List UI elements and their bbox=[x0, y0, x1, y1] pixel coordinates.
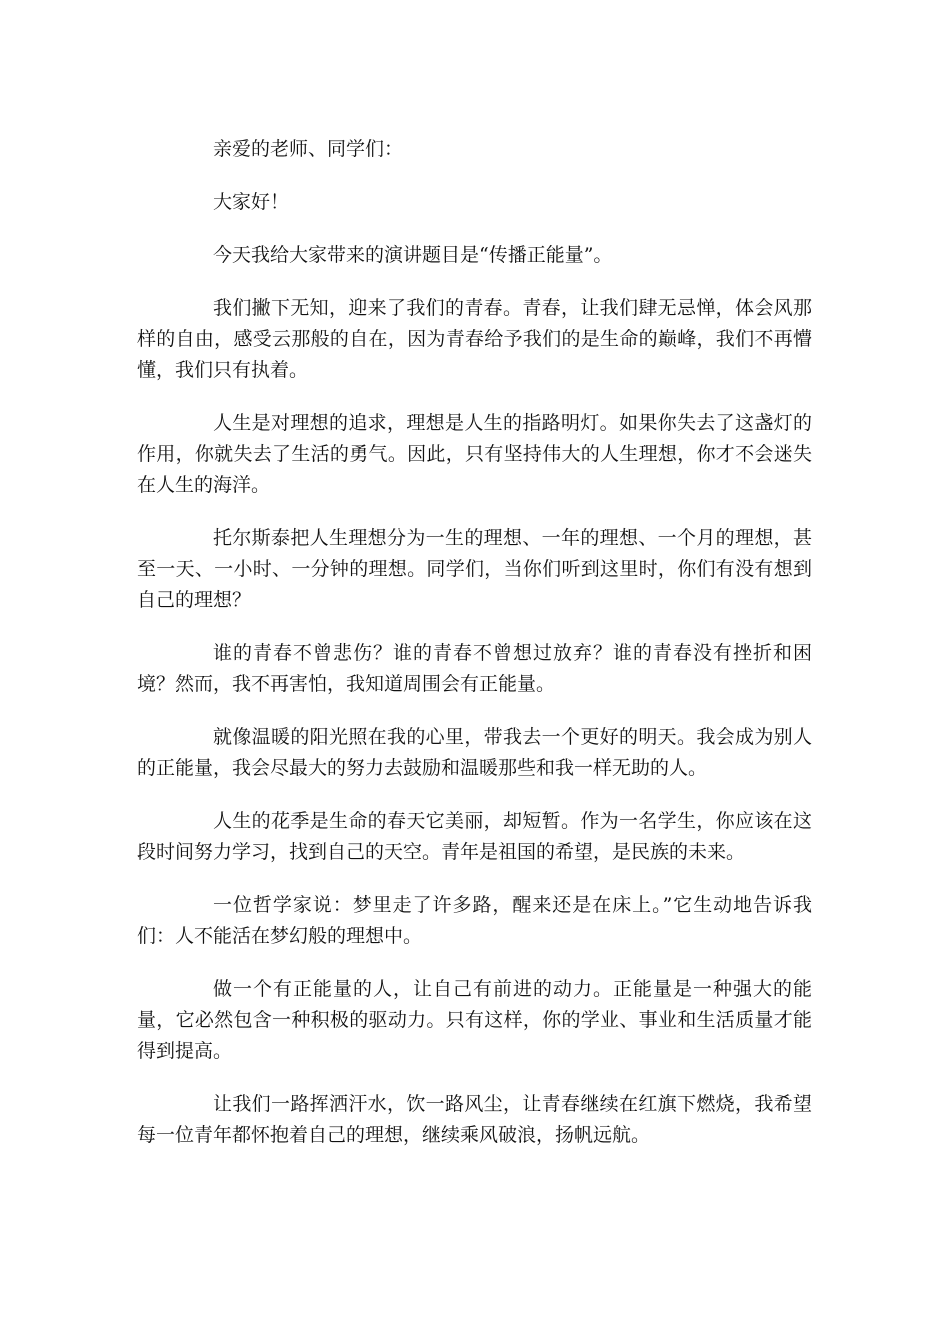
paragraph: 托尔斯泰把人生理想分为一生的理想、一年的理想、一个月的理想，甚至一天、一小时、一分钟的理想。同学们，当你们听到这里时，你们有没有想到自己的理想？ bbox=[137, 527, 812, 611]
paragraph: 人生是对理想的追求，理想是人生的指路明灯。如果你失去了这盏灯的作用，你就失去了生活的勇气。因此，只有坚持伟大的人生理想，你才不会迷失在人生的海洋。 bbox=[137, 412, 812, 496]
paragraph: 一位哲学家说：梦里走了许多路，醒来还是在床上。”它生动地告诉我们：人不能活在梦幻般的理想中。 bbox=[137, 894, 812, 947]
paragraph: 人生的花季是生命的春天它美丽，却短暂。作为一名学生，你应该在这段时间努力学习，找到自己的天空。青年是祖国的希望，是民族的未来。 bbox=[137, 810, 812, 863]
greeting: 亲爱的老师、同学们： bbox=[213, 138, 404, 160]
salutation: 大家好！ bbox=[213, 191, 290, 213]
speech-topic: 今天我给大家带来的演讲题目是“传播正能量”。 bbox=[213, 244, 613, 266]
paragraph: 做一个有正能量的人，让自己有前进的动力。正能量是一种强大的能量，它必然包含一种积极的驱动力。只有这样，你的学业、事业和生活质量才能得到提高。 bbox=[137, 978, 812, 1062]
speech-text bbox=[137, 134, 812, 1173]
closing-paragraph: 让我们一路挥洒汗水，饮一路风尘，让青春继续在红旗下燃烧，我希望每一位青年都怀抱着自己的理想，继续乘风破浪，扬帆远航。 bbox=[137, 1093, 812, 1146]
paragraph: 谁的青春不曾悲伤？谁的青春不曾想过放弃？谁的青春没有挫折和困境？然而，我不再害怕，我知道周围会有正能量。 bbox=[137, 642, 812, 695]
paragraph: 我们撇下无知，迎来了我们的青春。青春，让我们肆无忌惮，体会风那样的自由，感受云那般的自在，因为青春给予我们的是生命的巅峰，我们不再懵懂，我们只有执着。 bbox=[137, 297, 812, 381]
paragraph: 就像温暖的阳光照在我的心里，带我去一个更好的明天。我会成为别人的正能量，我会尽最大的努力去鼓励和温暖那些和我一样无助的人。 bbox=[137, 726, 812, 779]
